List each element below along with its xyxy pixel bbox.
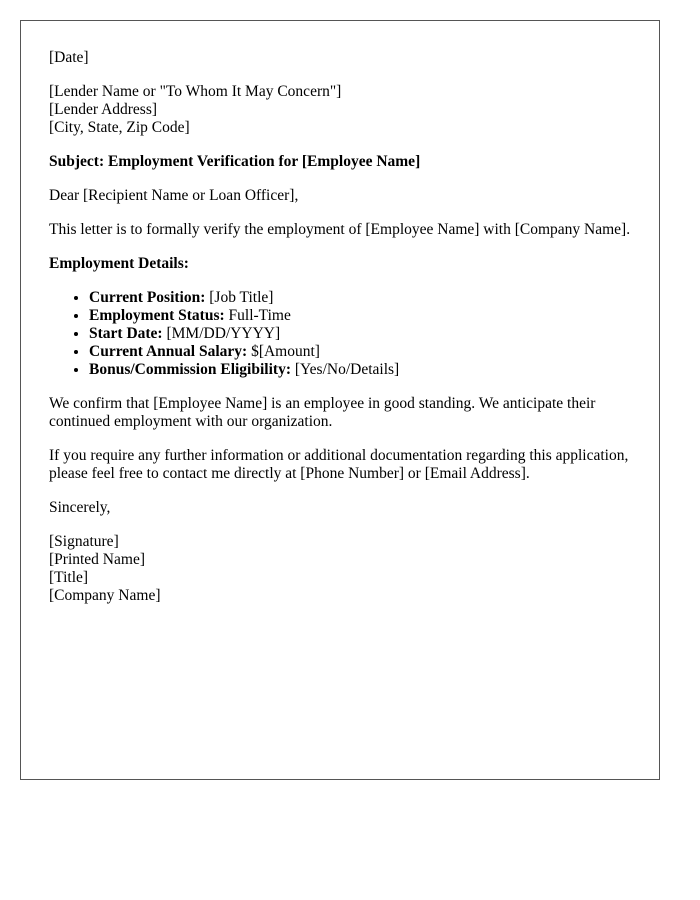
letter-date: [Date] — [49, 49, 89, 66]
detail-item-bonus — [89, 361, 631, 379]
signature-block — [49, 533, 631, 605]
letter-subject: Subject: Employment Verification for [Employee Name] — [49, 153, 421, 170]
recipient-address — [49, 83, 631, 137]
recipient-line-3: [City, State, Zip Code] — [49, 119, 190, 136]
printed-name-line: [Printed Name] — [49, 551, 145, 568]
detail-label: Current Annual Salary: — [89, 343, 248, 360]
detail-item-start-date — [89, 325, 631, 343]
company-name-line: [Company Name] — [49, 587, 161, 604]
detail-item-position — [89, 289, 631, 307]
letter-contact: If you require any further information or additional documentation regarding this application, please feel free to contact me directly at [Phone Number] or [Email Address]. — [49, 447, 629, 482]
detail-item-status — [89, 307, 631, 325]
title-line: [Title] — [49, 569, 89, 586]
detail-value: [Job Title] — [205, 289, 274, 306]
letter-page — [20, 20, 660, 780]
detail-value: [MM/DD/YYYY] — [162, 325, 281, 342]
detail-label: Employment Status: — [89, 307, 225, 324]
letter-salutation: Dear [Recipient Name or Loan Officer], — [49, 187, 299, 204]
employment-details-list — [49, 289, 631, 379]
details-heading: Employment Details: — [49, 255, 189, 272]
recipient-line-1: [Lender Name or "To Whom It May Concern"] — [49, 83, 342, 100]
detail-value: $[Amount] — [247, 343, 320, 360]
detail-value: Full-Time — [224, 307, 291, 324]
detail-label: Current Position: — [89, 289, 206, 306]
detail-label: Start Date: — [89, 325, 163, 342]
signature-line: [Signature] — [49, 533, 119, 550]
detail-value: [Yes/No/Details] — [290, 361, 400, 378]
letter-closing: Sincerely, — [49, 499, 111, 516]
recipient-line-2: [Lender Address] — [49, 101, 158, 118]
letter-intro: This letter is to formally verify the employment of [Employee Name] with [Company Name]. — [49, 221, 631, 238]
detail-label: Bonus/Commission Eligibility: — [89, 361, 291, 378]
letter-confirmation: We confirm that [Employee Name] is an employee in good standing. We anticipate their continued employment with our organization. — [49, 395, 596, 430]
detail-item-salary — [89, 343, 631, 361]
